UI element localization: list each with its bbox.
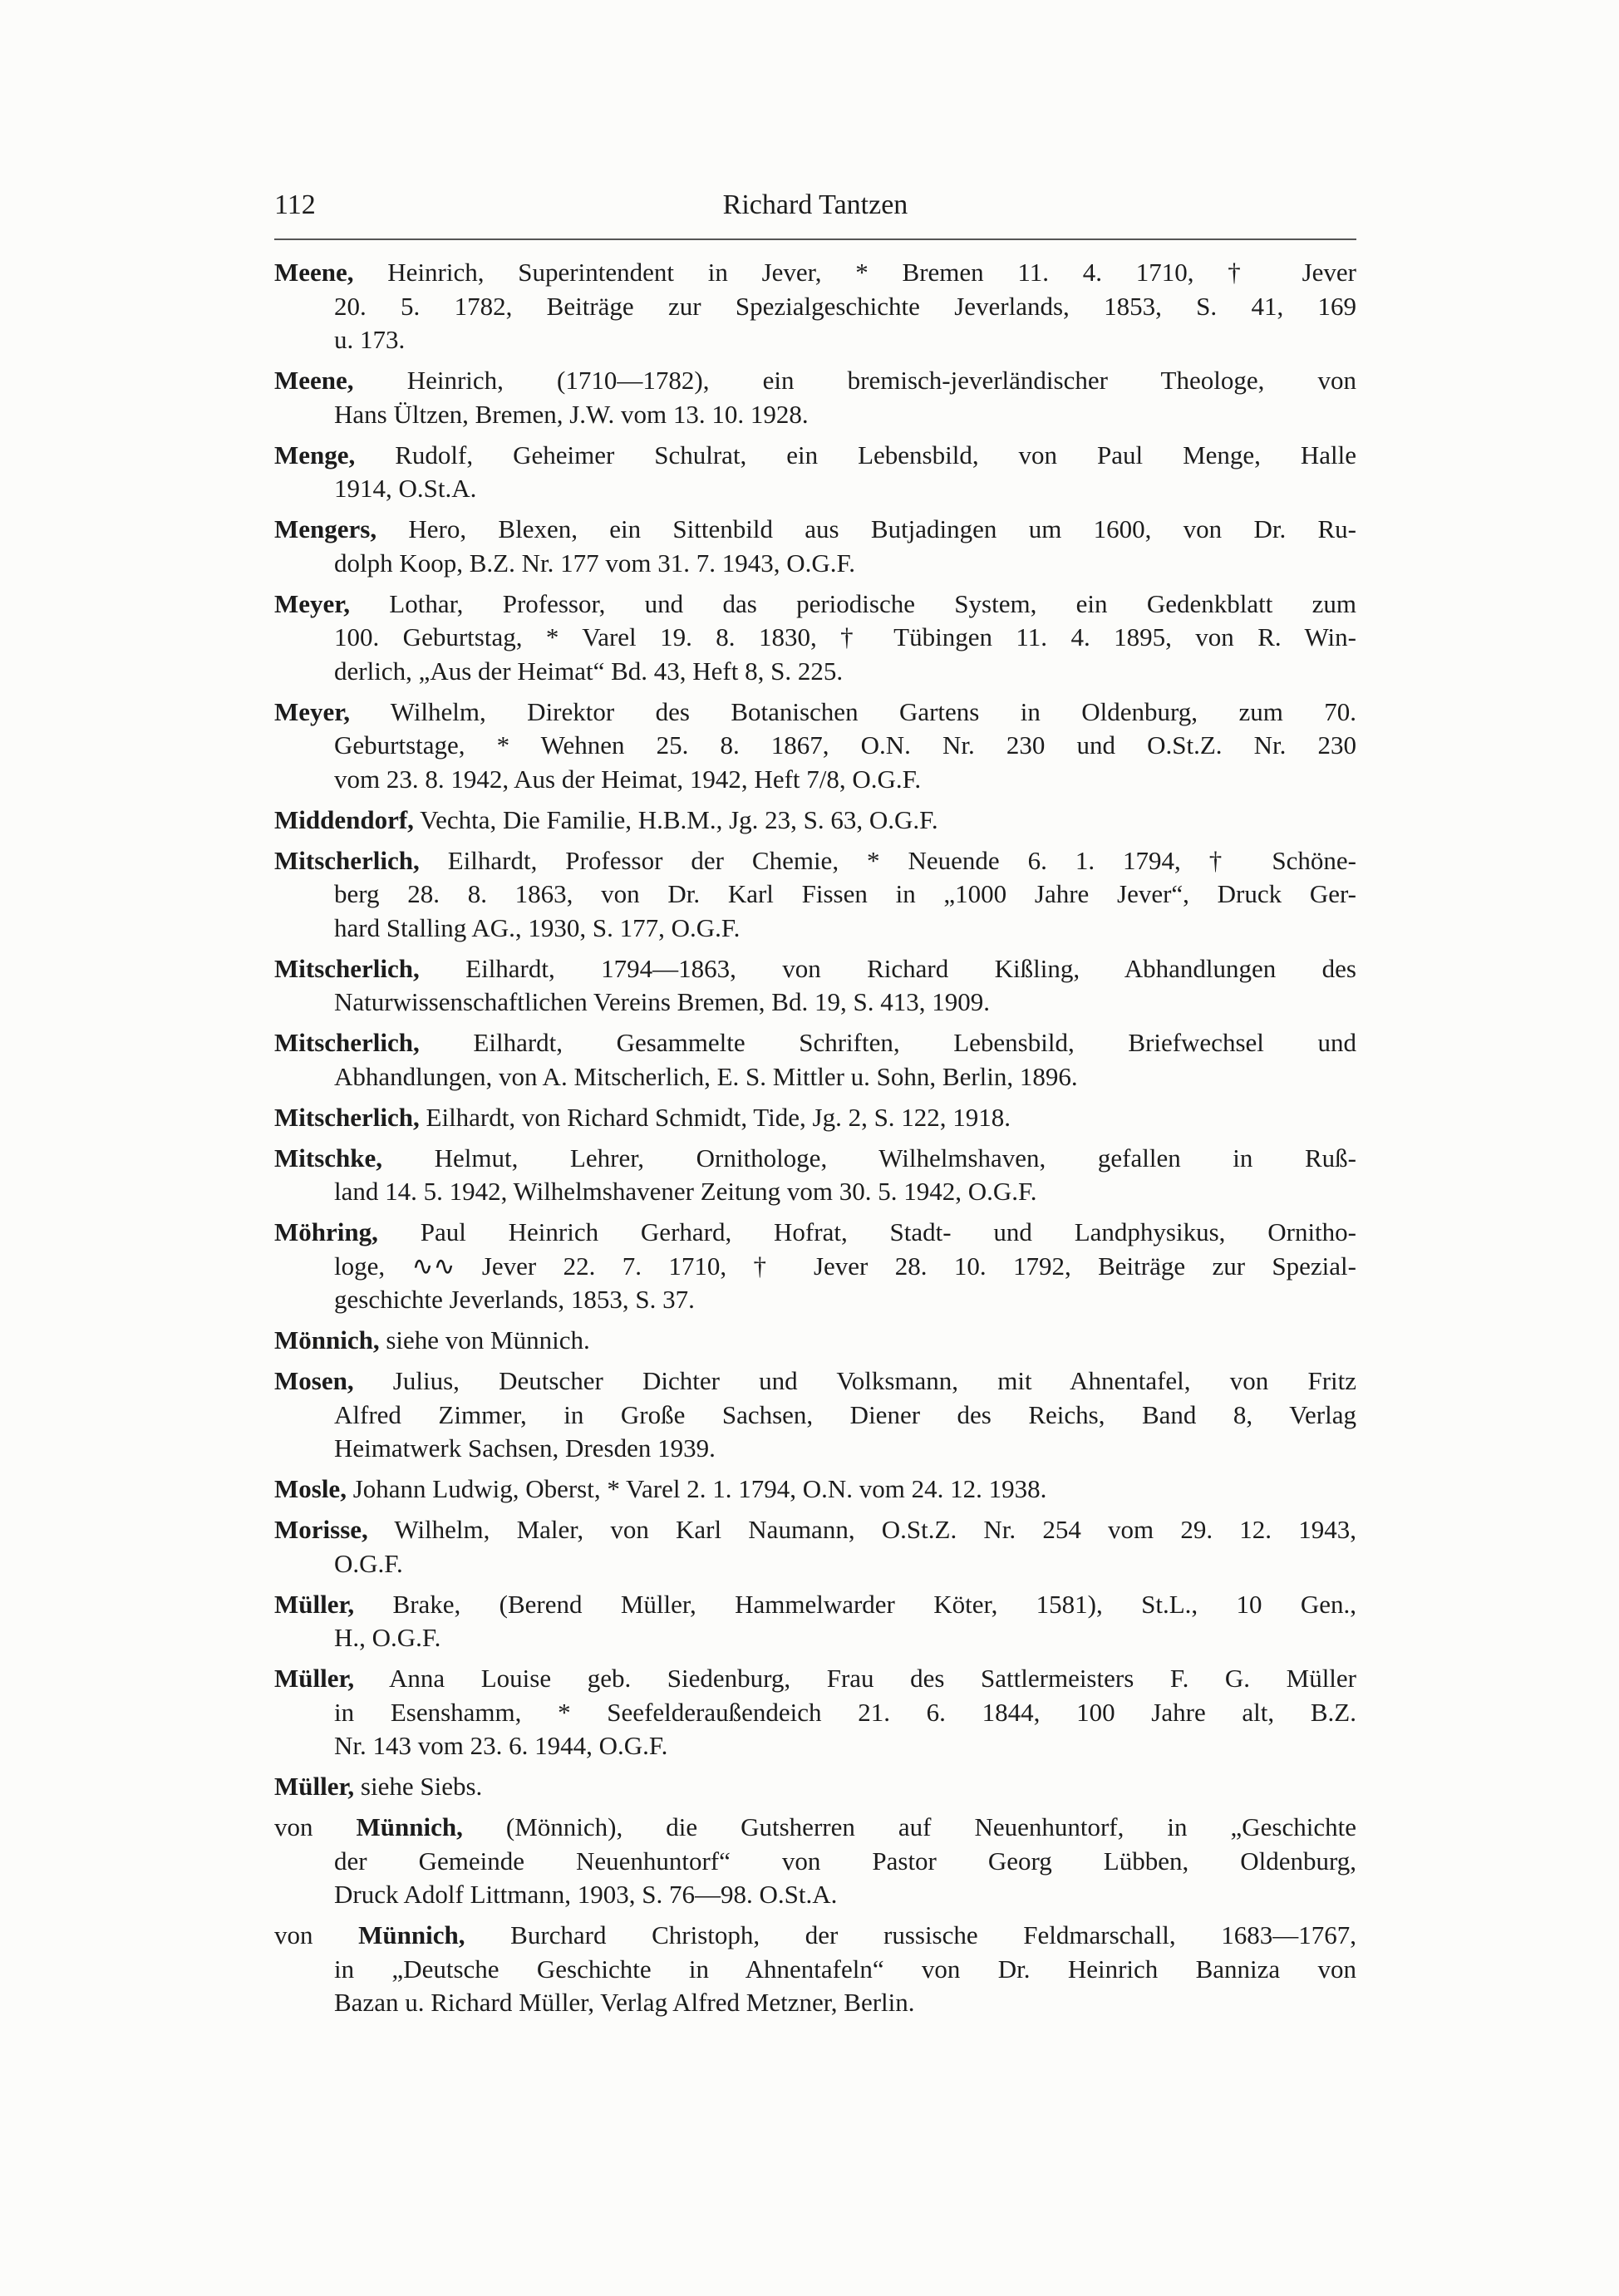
entry-line bbox=[274, 1283, 1356, 1317]
entry-line bbox=[274, 290, 1356, 324]
bibliography-entry bbox=[274, 1919, 1356, 2020]
entry-text: O.G.F. bbox=[334, 1548, 403, 1578]
running-title: Richard Tantzen bbox=[722, 189, 908, 220]
entry-line bbox=[274, 696, 1356, 730]
entry-line bbox=[274, 323, 1356, 357]
entry-text: geschichte Jeverlands, 1853, S. 37. bbox=[334, 1285, 695, 1314]
bibliography-entry bbox=[274, 1811, 1356, 1912]
entry-text: Rudolf, Geheimer Schulrat, ein Lebensbild, von Paul Menge, Halle bbox=[395, 440, 1357, 470]
entry-headword: Meyer, bbox=[274, 588, 350, 618]
bibliography-entry bbox=[274, 588, 1356, 689]
entry-text: Julius, Deutscher Dichter und Volksmann, mit Ahnentafel, von Fritz bbox=[392, 1366, 1356, 1395]
bibliography-entry bbox=[274, 1588, 1356, 1655]
entry-line bbox=[274, 844, 1356, 878]
entry-line bbox=[274, 1953, 1356, 1987]
entry-headword: Middendorf, bbox=[274, 804, 414, 834]
entry-headword: Mosen, bbox=[274, 1366, 354, 1395]
page-number: 112 bbox=[274, 189, 316, 220]
entry-line bbox=[274, 1324, 1356, 1358]
entry-line bbox=[274, 912, 1356, 946]
entry-text: H., O.G.F. bbox=[334, 1623, 441, 1652]
entry-line bbox=[274, 1878, 1356, 1912]
entry-line bbox=[274, 1472, 1356, 1507]
entry-text: Heimatwerk Sachsen, Dresden 1939. bbox=[334, 1433, 716, 1463]
entry-headword: Meyer, bbox=[274, 696, 350, 726]
entry-line bbox=[274, 1513, 1356, 1547]
entry-text: 20. 5. 1782, Beiträge zur Spezialgeschichte Jeverlands, 1853, S. 41, 169 bbox=[334, 291, 1356, 321]
entry-line bbox=[274, 1621, 1356, 1655]
entry-text: berg 28. 8. 1863, von Dr. Karl Fissen in „1000 Jahre Jever“, Druck Ger- bbox=[334, 879, 1356, 908]
entry-headword: Mitschke, bbox=[274, 1143, 383, 1173]
entry-line bbox=[274, 878, 1356, 912]
bibliography-entry bbox=[274, 804, 1356, 838]
entry-line bbox=[274, 472, 1356, 506]
entry-headword: Mönnich, bbox=[274, 1325, 380, 1354]
entry-text: derlich, „Aus der Heimat“ Bd. 43, Heft 8, S. 225. bbox=[334, 656, 844, 686]
entry-text: Druck Adolf Littmann, 1903, S. 76—98. O.St.A. bbox=[334, 1880, 838, 1909]
entry-headword: Müller, bbox=[274, 1589, 355, 1619]
bibliography-entry bbox=[274, 1142, 1356, 1209]
entry-text: Brake, (Berend Müller, Hammelwarder Köter, 1581), St.L., 10 Gen., bbox=[392, 1589, 1357, 1619]
entry-headword: Mengers, bbox=[274, 514, 377, 543]
entry-text: 100. Geburtstag, * Varel 19. 8. 1830, † Tübingen 11. 4. 1895, von R. Win- bbox=[334, 622, 1356, 651]
header-rule bbox=[274, 238, 1356, 240]
entry-text: loge, ∿∿ Jever 22. 7. 1710, † Jever 28. 10. 1792, Beiträge zur Spezial- bbox=[334, 1251, 1356, 1281]
entry-line bbox=[274, 364, 1356, 398]
entry-headword: Mitscherlich, bbox=[274, 1028, 420, 1057]
entry-line bbox=[274, 256, 1356, 290]
page-header bbox=[274, 189, 1356, 229]
bibliography-entry bbox=[274, 1364, 1356, 1466]
bibliography-entry bbox=[274, 1101, 1356, 1135]
entry-headword: Mitscherlich, bbox=[274, 953, 420, 983]
bibliography-entry bbox=[274, 696, 1356, 797]
entry-headword: Mitscherlich, bbox=[274, 845, 420, 875]
entry-line bbox=[274, 439, 1356, 473]
entry-text: in Esenshamm, * Seefelderaußendeich 21. 6. 1844, 100 Jahre alt, B.Z. bbox=[334, 1697, 1356, 1727]
entry-headword: Mosle, bbox=[274, 1474, 347, 1503]
entry-line bbox=[274, 804, 1356, 838]
entry-line bbox=[274, 1770, 1356, 1804]
entry-text: siehe Siebs. bbox=[360, 1772, 483, 1801]
entry-line bbox=[274, 1364, 1356, 1399]
entry-text: (Mönnich), die Gutsherren auf Neuenhuntorf, in „Geschichte bbox=[505, 1812, 1356, 1841]
bibliography-entry bbox=[274, 1770, 1356, 1804]
entry-text: Burchard Christoph, der russische Feldmarschall, 1683—1767, bbox=[510, 1920, 1357, 1949]
entry-line bbox=[274, 1662, 1356, 1696]
entry-text: Alfred Zimmer, in Große Sachsen, Diener des Reichs, Band 8, Verlag bbox=[334, 1399, 1356, 1429]
bibliography-entry bbox=[274, 513, 1356, 580]
entry-line bbox=[274, 952, 1356, 986]
entry-text: der Gemeinde Neuenhuntorf“ von Pastor Georg Lübben, Oldenburg, bbox=[334, 1846, 1356, 1876]
entry-text: hard Stalling AG., 1930, S. 177, O.G.F. bbox=[334, 912, 741, 942]
entry-headword: Müller, bbox=[274, 1772, 355, 1801]
entry-text: Heinrich, (1710—1782), ein bremisch-jeverländischer Theologe, von bbox=[406, 366, 1356, 395]
entry-text: Lothar, Professor, und das periodische System, ein Gedenkblatt zum bbox=[389, 588, 1356, 618]
entry-text: Eilhardt, Gesammelte Schriften, Lebensbild, Briefwechsel und bbox=[473, 1028, 1357, 1057]
entry-line bbox=[274, 621, 1356, 655]
entry-text: Eilhardt, 1794—1863, von Richard Kißling, Abhandlungen des bbox=[465, 953, 1356, 983]
entry-text: Bazan u. Richard Müller, Verlag Alfred Metzner, Berlin. bbox=[334, 1988, 915, 2017]
entry-line bbox=[274, 398, 1356, 432]
entry-text: Johann Ludwig, Oberst, * Varel 2. 1. 1794, O.N. vom 24. 12. 1938. bbox=[352, 1474, 1047, 1503]
entry-text: Naturwissenschaftlichen Vereins Bremen, Bd. 19, S. 413, 1909. bbox=[334, 987, 990, 1016]
entry-line bbox=[274, 1175, 1356, 1209]
entry-headword: Möhring, bbox=[274, 1217, 378, 1246]
bibliography-entry bbox=[274, 256, 1356, 357]
entry-headword: Meene, bbox=[274, 366, 354, 395]
bibliography-entry bbox=[274, 1026, 1356, 1094]
bibliography-entry bbox=[274, 364, 1356, 431]
bibliography-entry bbox=[274, 1472, 1356, 1507]
entry-text: Heinrich, Superintendent in Jever, * Bremen 11. 4. 1710, † Jever bbox=[387, 258, 1356, 287]
entry-text: Eilhardt, von Richard Schmidt, Tide, Jg. 2, S. 122, 1918. bbox=[426, 1102, 1011, 1132]
entry-line bbox=[274, 513, 1356, 547]
entry-headword: Meene, bbox=[274, 258, 354, 287]
bibliography-entry bbox=[274, 439, 1356, 506]
entry-line bbox=[274, 986, 1356, 1020]
entry-line bbox=[274, 1250, 1356, 1284]
entry-text: siehe von Münnich. bbox=[386, 1325, 590, 1354]
entry-text: Paul Heinrich Gerhard, Hofrat, Stadt- und Landphysikus, Ornitho- bbox=[420, 1217, 1356, 1246]
bibliography-entry bbox=[274, 1216, 1356, 1317]
entry-text: 1914, O.St.A. bbox=[334, 474, 477, 503]
entry-line bbox=[274, 1142, 1356, 1176]
entry-text: Vechta, Die Familie, H.B.M., Jg. 23, S. 63, O.G.F. bbox=[420, 804, 938, 834]
entry-text: in „Deutsche Geschichte in Ahnentafeln“ von Dr. Heinrich Banniza von bbox=[334, 1954, 1356, 1984]
bibliography-entry bbox=[274, 844, 1356, 946]
entry-text: Eilhardt, Professor der Chemie, * Neuende 6. 1. 1794, † Schöne- bbox=[447, 845, 1356, 875]
entry-text: Hero, Blexen, ein Sittenbild aus Butjadingen um 1600, von Dr. Ru- bbox=[408, 514, 1357, 543]
entry-headword: Menge, bbox=[274, 440, 356, 470]
entry-line bbox=[274, 1986, 1356, 2020]
entry-text: Wilhelm, Direktor des Botanischen Gartens in Oldenburg, zum 70. bbox=[390, 696, 1356, 726]
bibliography-entry bbox=[274, 1324, 1356, 1358]
entry-line bbox=[274, 1101, 1356, 1135]
entry-text: u. 173. bbox=[334, 325, 406, 354]
bibliography-entry bbox=[274, 1662, 1356, 1763]
entry-line bbox=[274, 1919, 1356, 1953]
entry-text: Hans Ültzen, Bremen, J.W. vom 13. 10. 1928. bbox=[334, 399, 809, 429]
entry-text: Wilhelm, Maler, von Karl Naumann, O.St.Z. Nr. 254 vom 29. 12. 1943, bbox=[394, 1515, 1356, 1544]
bibliography-entries bbox=[274, 256, 1356, 2027]
entry-line bbox=[274, 729, 1356, 763]
entry-line bbox=[274, 655, 1356, 689]
entry-headword: Morisse, bbox=[274, 1515, 368, 1544]
entry-line bbox=[274, 1845, 1356, 1879]
entry-line bbox=[274, 1588, 1356, 1622]
entry-line bbox=[274, 763, 1356, 797]
entry-line bbox=[274, 1060, 1356, 1094]
entry-text: Nr. 143 vom 23. 6. 1944, O.G.F. bbox=[334, 1731, 668, 1760]
entry-text: Abhandlungen, von A. Mitscherlich, E. S. Mittler u. Sohn, Berlin, 1896. bbox=[334, 1061, 1078, 1091]
entry-text: Helmut, Lehrer, Ornithologe, Wilhelmshaven, gefallen in Ruß- bbox=[434, 1143, 1357, 1173]
entry-prefix: von bbox=[274, 1812, 313, 1841]
entry-line bbox=[274, 1026, 1356, 1060]
entry-headword: Mitscherlich, bbox=[274, 1102, 420, 1132]
entry-line bbox=[274, 588, 1356, 622]
entry-text: vom 23. 8. 1942, Aus der Heimat, 1942, Heft 7/8, O.G.F. bbox=[334, 764, 922, 794]
entry-line bbox=[274, 1729, 1356, 1763]
entry-text: dolph Koop, B.Z. Nr. 177 vom 31. 7. 1943, O.G.F. bbox=[334, 548, 856, 578]
entry-headword: Münnich, bbox=[356, 1812, 463, 1841]
entry-line bbox=[274, 1399, 1356, 1433]
entry-text: land 14. 5. 1942, Wilhelmshavener Zeitung vom 30. 5. 1942, O.G.F. bbox=[334, 1177, 1037, 1206]
entry-line bbox=[274, 1811, 1356, 1845]
entry-text: Geburtstage, * Wehnen 25. 8. 1867, O.N. Nr. 230 und O.St.Z. Nr. 230 bbox=[334, 730, 1356, 760]
entry-text: Anna Louise geb. Siedenburg, Frau des Sattlermeisters F. G. Müller bbox=[389, 1664, 1356, 1693]
entry-line bbox=[274, 1696, 1356, 1730]
entry-line bbox=[274, 1547, 1356, 1581]
entry-headword: Münnich, bbox=[358, 1920, 465, 1949]
entry-headword: Müller, bbox=[274, 1664, 355, 1693]
bibliography-entry bbox=[274, 952, 1356, 1020]
entry-prefix: von bbox=[274, 1920, 313, 1949]
entry-line bbox=[274, 1216, 1356, 1250]
bibliography-entry bbox=[274, 1513, 1356, 1581]
entry-line bbox=[274, 547, 1356, 581]
entry-line bbox=[274, 1432, 1356, 1466]
